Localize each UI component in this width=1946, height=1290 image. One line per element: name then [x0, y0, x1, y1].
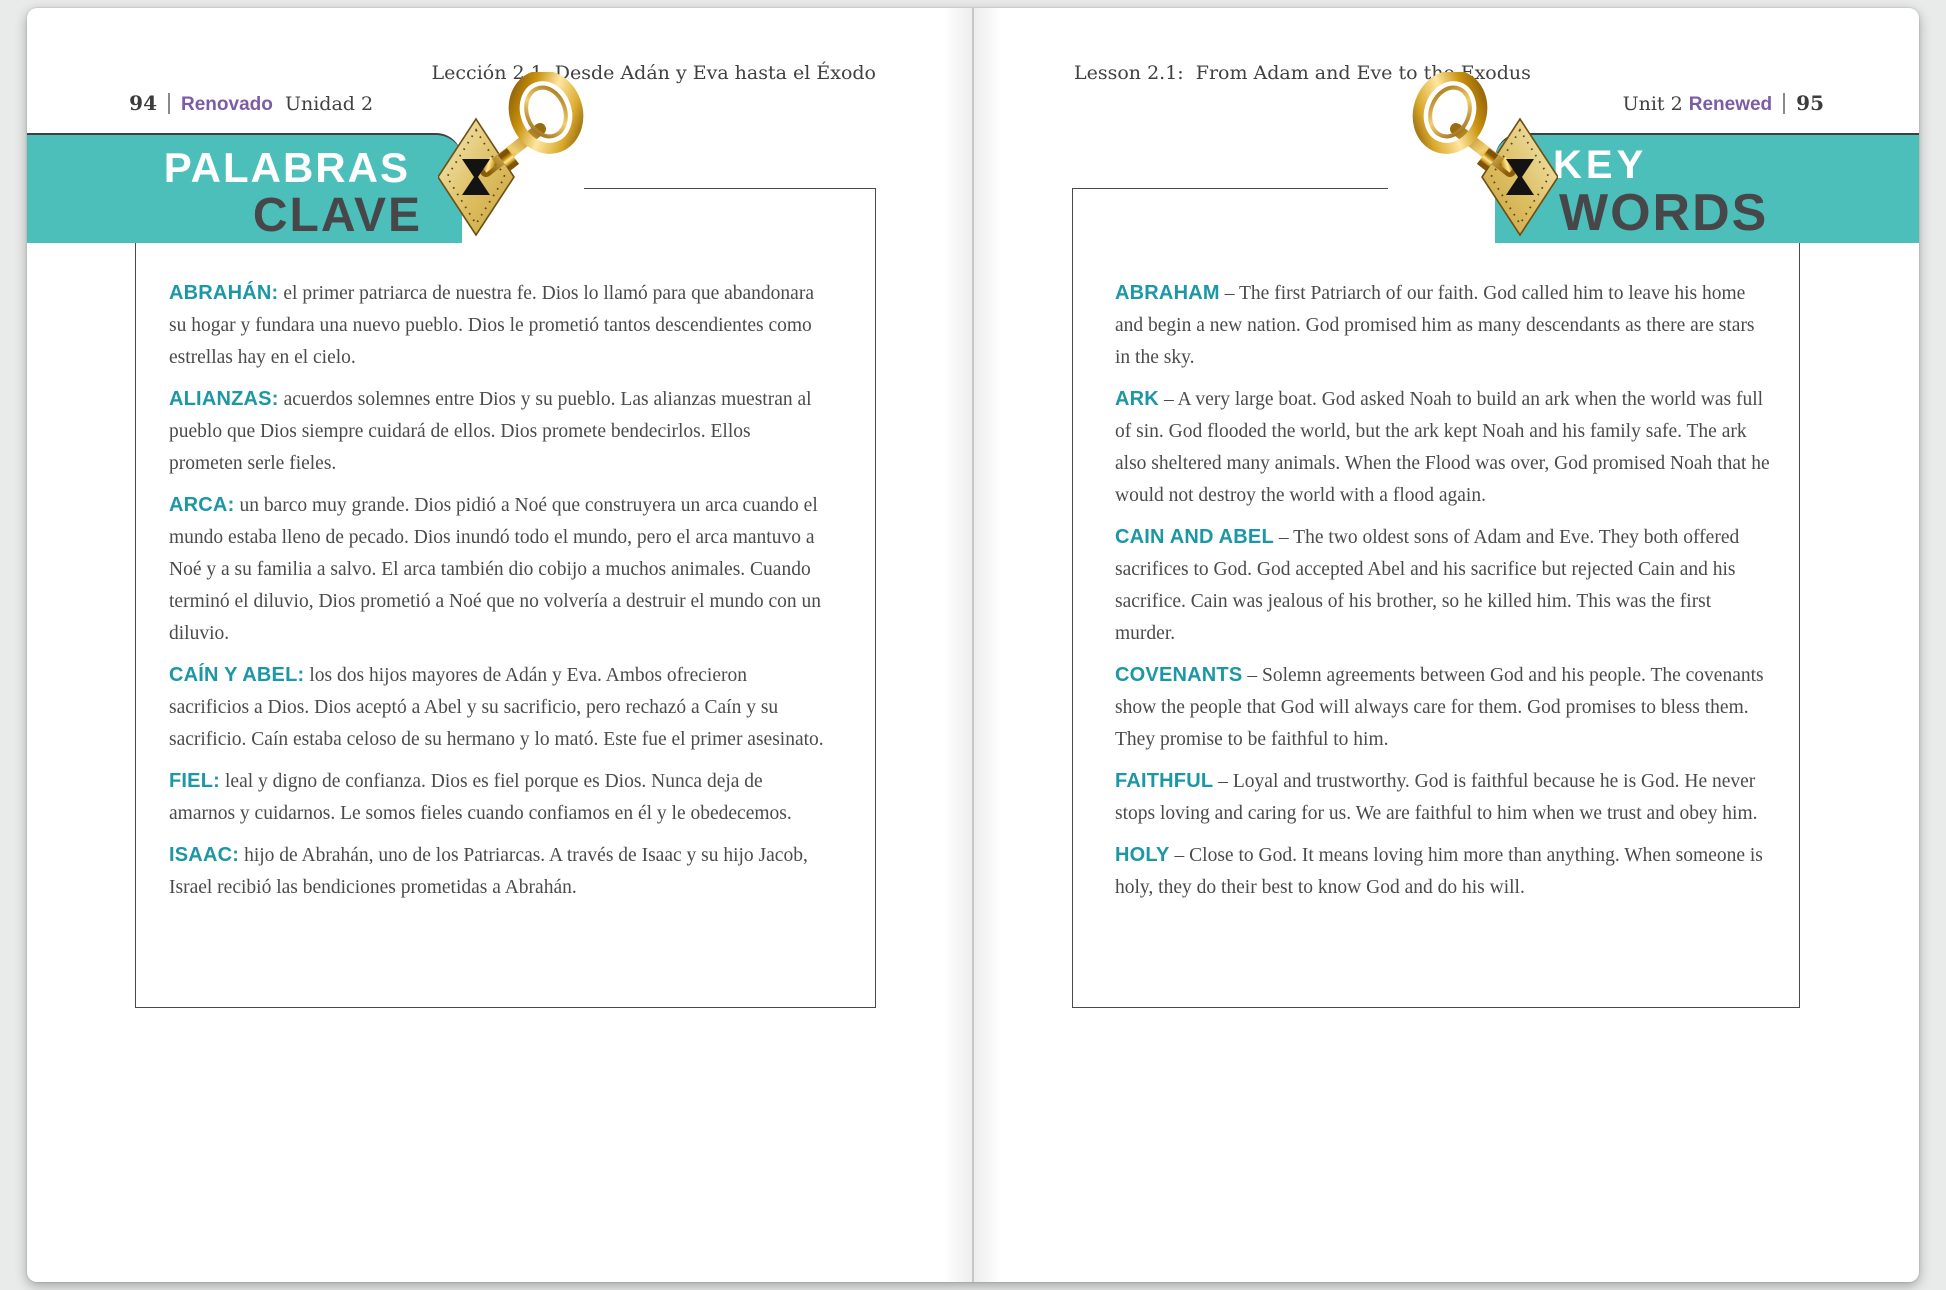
keyword-definition: acuerdos solemnes entre Dios y su pueblo. Las alianzas muestran al pueblo que Dios siempre cuidará de ellos. Dios promete bendecirlos. Ellos prometen serle fieles.	[169, 389, 812, 474]
keyword-term: ARCA:	[169, 494, 235, 516]
keyword-definition: un barco muy grande. Dios pidió a Noé que construyera un arca cuando el mundo estaba lleno de pecado. Dios inundó todo el mundo, pero el arca mantuvo a Noé y a su familia a salvo. El arca también dio cobijo a muchos animales. Cuando terminó el diluvio, Dios prometió a Noé que no volvería a destruir el mundo con un diluvio.	[169, 495, 822, 644]
keyword-definition: – The first Patriarch of our faith. God called him to leave his home and begin a new nation. God promised him as many descendants as there are stars in the sky.	[1115, 283, 1755, 368]
gutter-shadow-right	[974, 8, 1002, 1282]
keyword-entry	[1115, 521, 1773, 650]
keyword-term: ARK	[1115, 388, 1159, 410]
brand-name: Renovado	[181, 94, 273, 115]
keyword-definition: – Close to God. It means loving him more than anything. When someone is holy, they do their best to know God and do his will.	[1115, 845, 1763, 898]
key-words-banner	[1495, 133, 1919, 243]
keyword-entry	[169, 765, 829, 830]
header-divider	[1783, 93, 1785, 114]
right-running-head	[1598, 58, 1824, 115]
keyword-entry	[169, 839, 829, 904]
unit-label	[273, 93, 285, 115]
gold-key-icon	[438, 72, 588, 242]
left-lesson-title: Lección 2.1 Desde Adán y Eva hasta el Éxodo	[431, 62, 876, 84]
keyword-entry	[1115, 383, 1773, 512]
keywords-box-spanish	[135, 188, 876, 1008]
key-collar	[504, 156, 513, 163]
keyword-entry	[169, 383, 829, 480]
keyword-definition: el primer patriarca de nuestra fe. Dios lo llamó para que abandonara su hogar y fundara una nuevo pueblo. Dios le prometió tantos descendientes como estrellas hay en el cielo.	[169, 283, 814, 368]
keyword-term: FIEL:	[169, 770, 220, 792]
keyword-definition: hijo de Abrahán, uno de los Patriarcas. A través de Isaac y su hijo Jacob, Israel recibió las bendiciones prometidas a Abrahán.	[169, 845, 808, 898]
keyword-entry	[1115, 277, 1773, 374]
keyword-term: ALIANZAS:	[169, 388, 279, 410]
header-divider	[168, 93, 170, 114]
page-number-left: 94	[129, 91, 158, 115]
unit-label-right: Unit 2	[1622, 93, 1683, 115]
keywords-box-english	[1072, 184, 1800, 1008]
keyword-definition: – The two oldest sons of Adam and Eve. They both offered sacrifices to God. God accepted Abel and his sacrifice but rejected Cain and his sacrifice. Cain was jealous of his brother, so he killed him. This was the first murder.	[1115, 527, 1740, 644]
right-lesson-title: Lesson 2.1: From Adam and Eve to the Exodus	[1074, 62, 1531, 84]
gold-key-icon	[1408, 72, 1558, 242]
page-number-right: 95	[1796, 91, 1824, 115]
keyword-term: ABRAHÁN:	[169, 282, 279, 304]
keyword-term: ISAAC:	[169, 844, 240, 866]
keyword-definition: – Loyal and trustworthy. God is faithful because he is God. He never stops loving and caring for us. We are faithful to him when we trust and obey him.	[1115, 771, 1758, 824]
keyword-entry	[1115, 765, 1773, 830]
keyword-term: CAIN AND ABEL	[1115, 526, 1274, 548]
keyword-term: CAÍN Y ABEL:	[169, 664, 305, 686]
left-running-head	[105, 58, 374, 115]
keyword-entry	[169, 659, 829, 756]
banner-title-line2: CLAVE	[252, 189, 422, 242]
keyword-term: ABRAHAM	[1115, 282, 1220, 304]
keyword-definition: leal y digno de confianza. Dios es fiel porque es Dios. Nunca deja de amarnos y cuidarnos. Le somos fieles cuando confiamos en él y le obedecemos.	[169, 771, 792, 824]
keyword-definition: – A very large boat. God asked Noah to build an ark when the world was full of sin. God flooded the world, but the ark kept Noah and his family safe. The ark also sheltered many animals. When the Flood was over, God promised Noah that he would not destroy the world with a flood again.	[1115, 389, 1770, 506]
page-gutter	[972, 8, 974, 1282]
banner-title-line2: WORDS	[1559, 184, 1769, 242]
brand-name-right: Renewed	[1688, 94, 1773, 115]
keyword-entry	[1115, 659, 1773, 756]
keyword-definition: los dos hijos mayores de Adán y Eva. Ambos ofrecieron sacrificios a Dios. Dios aceptó a Abel y su sacrificio, pero rechazó a Caín y su sacrificio. Caín estaba celoso de su hermano y lo mató. Este fue el primer asesinato.	[169, 665, 824, 750]
keyword-entry	[1115, 839, 1773, 904]
palabras-clave-banner	[27, 133, 462, 243]
keyword-term: HOLY	[1115, 844, 1170, 866]
unit-label-left: Unidad 2	[284, 93, 374, 115]
banner-title-line1: KEY	[1553, 143, 1648, 187]
gutter-shadow-left	[944, 8, 972, 1282]
keyword-entry	[169, 277, 829, 374]
banner-title-line1: PALABRAS	[163, 144, 410, 191]
keyword-term: FAITHFUL	[1115, 770, 1214, 792]
keyword-term: COVENANTS	[1115, 664, 1243, 686]
key-collar	[1483, 156, 1492, 163]
keyword-entry	[169, 489, 829, 650]
keyword-definition: – Solemn agreements between God and his people. The covenants show the people that God will always care for them. God promises to bless them. They promise to be faithful to him.	[1115, 665, 1764, 750]
